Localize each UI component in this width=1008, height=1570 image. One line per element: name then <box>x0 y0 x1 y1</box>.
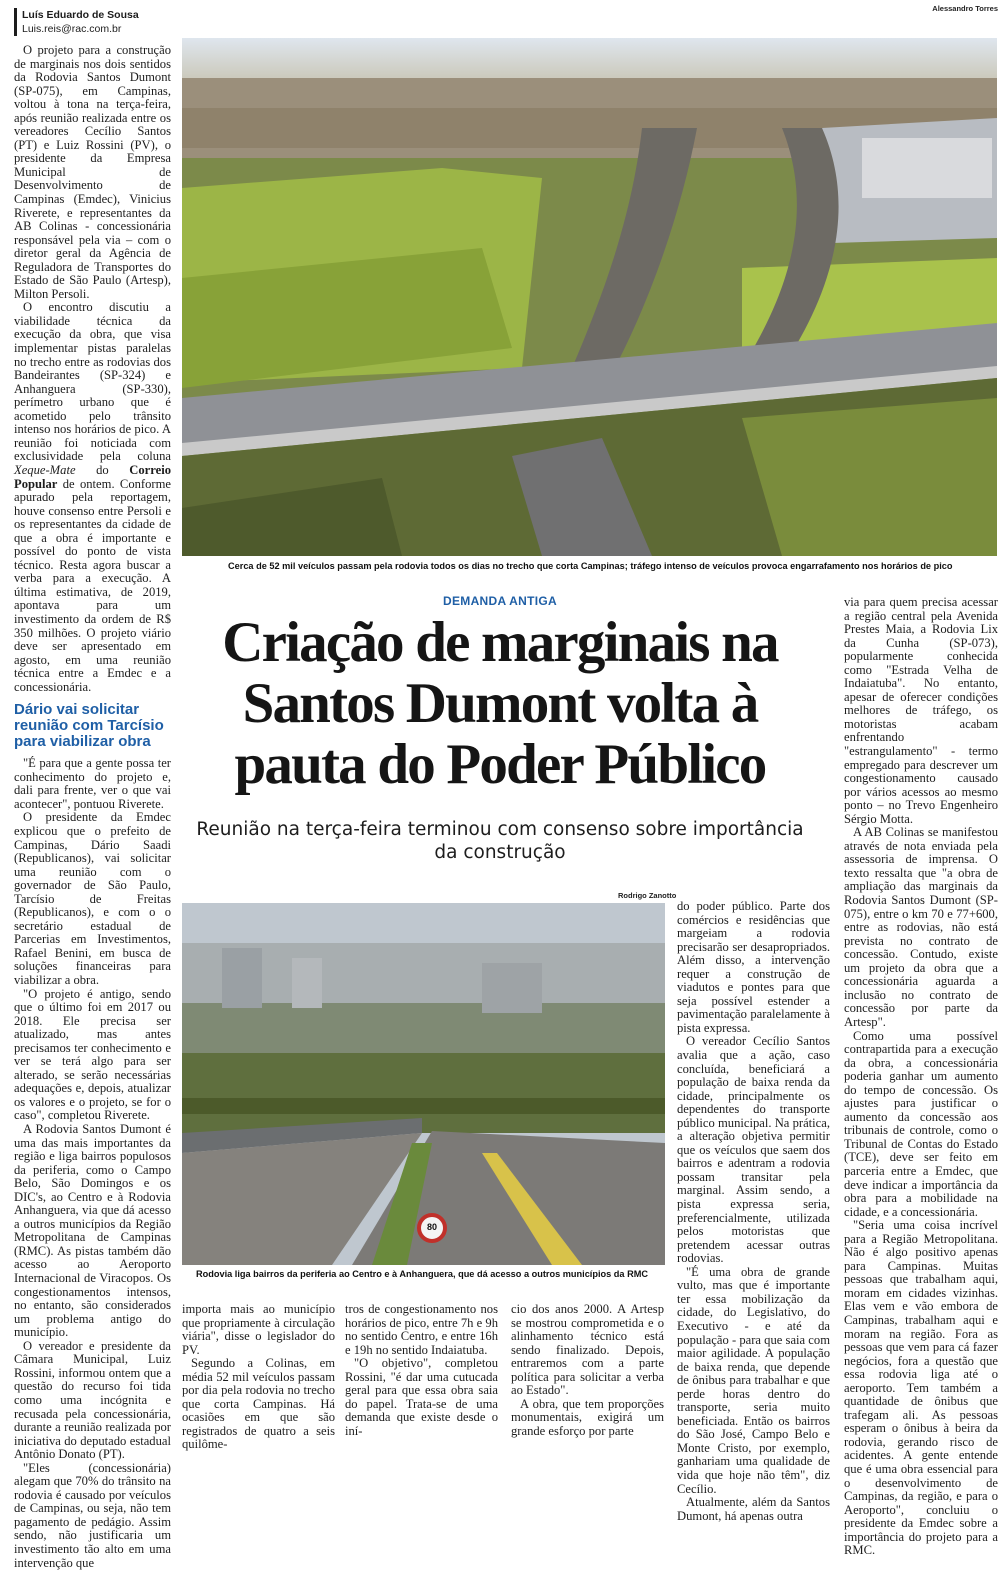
subheading: Dário vai solicitar reunião com Tarcísio para viabilizar obra <box>14 701 164 751</box>
paragraph: cio dos anos 2000. A Artesp se mostrou comprometida e o alinhamento técnico está sendo finalizado. Depois, entraremos com a parte política para solicitar a verba ao Estado". <box>511 1302 664 1398</box>
aerial-illustration <box>182 38 997 556</box>
article-column-5 <box>677 899 830 1523</box>
paragraph: "Seria uma coisa incrível para a Região Metropolitana. Não é algo positivo apenas para Campinas. Muitas pessoas que trabalham aqui, moram em cidades vizinhas. Elas vem e vão embora de Campinas, trabalham aqui e moram na região. Fora as pessoas que vem para cá fazer negócios, fora a questão que essa rodovia liga até o aeroporto. Tem também a quantidade de ônibus que trafegam ali. As pessoas esperam o ônibus à beira da rodovia, gerando risco de acidentes. A gente entende que é uma obra essencial para o desenvolvimento de Campinas, da região, e para o Aeroporto", concluiu o presidente da Emdec sobre a importância do projeto para a RMC. <box>844 1218 998 1558</box>
newspaper-name: Correio Popular <box>14 462 171 491</box>
paragraph: Segundo a Colinas, em média 52 mil veículos passam por dia pela rodovia no trecho que corta Campinas. Há ocasiões em que são registrados de quatro a seis quilôme- <box>182 1356 335 1452</box>
photo-credit-bottom: Rodrigo Zanotto <box>618 891 677 900</box>
paragraph: O vereador Cecílio Santos avalia que a ação, caso concluída, beneficiará a população de baixa renda da cidade, principalmente os dependentes do transporte público municipal. Na prática, a alteração objetiva permitir que os veículos que saem dos bairros e adentram a rodovia possam transitar pela marginal. Assim sendo, a pista expressa seria, preferencialmente, utilizada pelos motoristas que pretendem acessar outras rodovias. <box>677 1034 830 1266</box>
column-name: Xeque-Mate <box>14 462 76 477</box>
paragraph: do poder público. Parte dos comércios e residências que margeiam a rodovia precisarão ser desapropriados. Além disso, a intervenção requer a construção de viadutos e pontes para que seja possível estender a pavimentação paralelamente à pista expressa. <box>677 899 830 1035</box>
paragraph <box>14 301 171 694</box>
road-illustration <box>182 903 665 1265</box>
paragraph: "O objetivo", completou Rossini, "é dar uma cutucada geral para que essa obra saia do papel. Trata-se de uma demanda que existe desde o iní- <box>345 1356 498 1438</box>
author-email: Luis.reis@rac.com.br <box>22 23 122 35</box>
paragraph: "É para que a gente possa ter conhecimento do projeto e, dali para frente, ver o que vai acontecer", pontuou Riverete. <box>14 756 171 811</box>
subheadline: Reunião na terça-feira terminou com consenso sobre importância da construção <box>196 819 804 863</box>
article-column-3 <box>345 1302 498 1438</box>
article-column-2 <box>182 1302 335 1452</box>
photo-caption-bottom: Rodovia liga bairros da periferia ao Centro e à Anhanguera, que dá acesso a outros municípios da RMC <box>196 1269 648 1279</box>
photo-caption-top: Cerca de 52 mil veículos passam pela rodovia todos os dias no trecho que corta Campinas; tráfego intenso de veículos provoca engarrafamento nos horários de pico <box>228 561 953 571</box>
highway-aerial-photo <box>182 38 997 556</box>
byline-rule <box>14 8 17 36</box>
speed-limit-sign: 80 <box>426 1222 437 1232</box>
paragraph: O vereador e presidente da Câmara Municipal, Luiz Rossini, informou ontem que a questão do recurso foi tida como uma incógnita e recusada pela concessionária, durante a reunião realizada por iniciativa do deputado estadual Antônio Donato (PT). <box>14 1338 171 1462</box>
paragraph: via para quem precisa acessar a região central pela Avenida Prestes Maia, a Rodovia Lix da Cunha (SP-073), popularmente conhecida como "Estrada Velha de Indaiatuba". No entanto, apesar de oferecer condições melhores de tráfego, os motoristas acabam enfrentando "estrangulamento" - termo empregado para descrever um congestionamento causado por vários acessos ao mesmo ponto – no Trevo Engenheiro Sérgio Motta. <box>844 595 998 826</box>
paragraph: "O projeto é antigo, sendo que o último foi em 2017 ou 2018. Ele precisa ser atualizado, mas antes precisamos ter conhecimento e ver se terá algo para ser alterado, se serão necessárias adequações e, depois, atualizar os valores e o projeto, se for o caso", completou Riverete. <box>14 986 171 1123</box>
photo-credit-top: Alessandro Torres <box>932 4 998 13</box>
paragraph: A obra, que tem proporções monumentais, exigirá um grande esforço por parte <box>511 1396 664 1438</box>
highway-street-photo <box>182 903 665 1265</box>
paragraph-text: de ontem. Conforme apurado pela reportagem, houve consenso entre Persoli e os representantes da cidade de que a obra é importante e possível do ponto de vista técnico. Resta agora buscar a verba para a execução. A última estimativa, de 2019, apontava para um investimento da ordem de R$ 350 milhões. O projeto viário deve ser apresentado em agosto, em uma reunião técnica entre a Emdec e a concessionária. <box>14 476 171 694</box>
paragraph: O projeto para a construção de marginais nos dois sentidos da Rodovia Santos Dumont (SP-075), em Campinas, voltou à tona na terça-feira, após reunião realizada entre os vereadores Cecílio Santos (PT) e Luiz Rossini (PV), o presidente da Empresa Municipal de Desenvolvimento de Campinas (Emdec), Vinicius Riverete, e representantes da AB Colinas - concessionária responsável pela via – com o diretor geral da Agência de Reguladora de Transportes do Estado de São Paulo (Artesp), Milton Persoli. <box>14 43 171 301</box>
author-name: Luís Eduardo de Sousa <box>22 9 139 21</box>
article-column-6 <box>844 595 998 1558</box>
paragraph: importa mais ao município que propriamente à circulação viária", disse o legislador do PV. <box>182 1302 335 1357</box>
headline: Criação de marginais na Santos Dumont volta à pauta do Poder Público <box>222 611 778 796</box>
paragraph: "É uma obra de grande vulto, mas que é importante ter essa mobilização da cidade, do Legislativo, do Executivo - e até da população - para que saia com maior agilidade. A população de baixa renda, que depende de ônibus para trabalhar e que perde horas dentro do transporte, seria muito beneficiada. Então os bairros do São José, Campo Belo e Monte Cristo, por exemplo, ganhariam uma qualidade de vida que hoje não têm", diz Cecílio. <box>677 1264 830 1496</box>
article-column-1 <box>14 43 171 1570</box>
paragraph: Atualmente, além da Santos Dumont, há apenas outra <box>677 1495 830 1523</box>
paragraph: Como uma possível contrapartida para a execução da obra, a concessionária poderia ganhar um aumento do tempo de concessão. Os ajustes para justificar o aumento da concessão aos tribunais de controle, como o Tribunal de Contas do Estado (TCE), deve ser feito em parceria entre a Emdec, que deve indicar a importância da obra para a mobilidade na cidade, e a concessionária. <box>844 1028 998 1219</box>
article-column-4 <box>511 1302 664 1438</box>
paragraph: A AB Colinas se manifestou através de nota enviada pela assessoria de imprensa. O texto ressalta que "a obra de ampliação das marginais da Rodovia Santos Dumont (SP-075), entre o km 70 e 77+600, entre as rodovias, não está prevista no contrato de concessão. Contudo, existe um projeto da obra que a concessionária aguarda a inclusão no contrato de concessão por parte da Artesp". <box>844 825 998 1029</box>
kicker: DEMANDA ANTIGA <box>443 594 557 608</box>
paragraph-text: O encontro discutiu a viabilidade técnica da execução da obra, que visa implementar pistas paralelas no trecho entre as rodovias dos Bandeirantes (SP-324) e Anhanguera (SP-330), perímetro urbano que é acometido pelo trânsito intenso nos horários de pico. A reunião foi noticiada com exclusividade pela coluna <box>14 300 171 464</box>
paragraph: A Rodovia Santos Dumont é uma das mais importantes da região e liga bairros populosos da periferia, como o Campo Belo, São Domingos e os DIC's, ao Centro e à Rodovia Anhanguera, via que dá acesso a outros municípios da Região Metropolitana de Campinas (RMC). As pistas também dão acesso ao Aeroporto Internacional de Viracopos. Os congestionamentos intensos, no entanto, são considerados um problema antigo do município. <box>14 1122 171 1340</box>
paragraph: O presidente da Emdec explicou que o prefeito de Campinas, Dário Saadi (Republicanos), vai solicitar uma reunião com o governador de São Paulo, Tarcísio de Freitas (Republicanos), e com o o secretário estadual de Parcerias em Investimentos, Rafael Benini, em busca de soluções financeiras para viabilizar a obra. <box>14 810 171 987</box>
paragraph-text: do <box>75 462 130 477</box>
paragraph: "Eles (concessionária) alegam que 70% do trânsito na rodovia é causado por veículos de Campinas, ou seja, não tem pagamento de pedágio. Assim sendo, não justificaria um investimento tão alto em uma intervenção que <box>14 1460 171 1570</box>
paragraph: tros de congestionamento nos horários de pico, entre 7h e 9h no sentido Centro, e entre 16h e 19h no sentido Indaiatuba. <box>345 1302 498 1357</box>
